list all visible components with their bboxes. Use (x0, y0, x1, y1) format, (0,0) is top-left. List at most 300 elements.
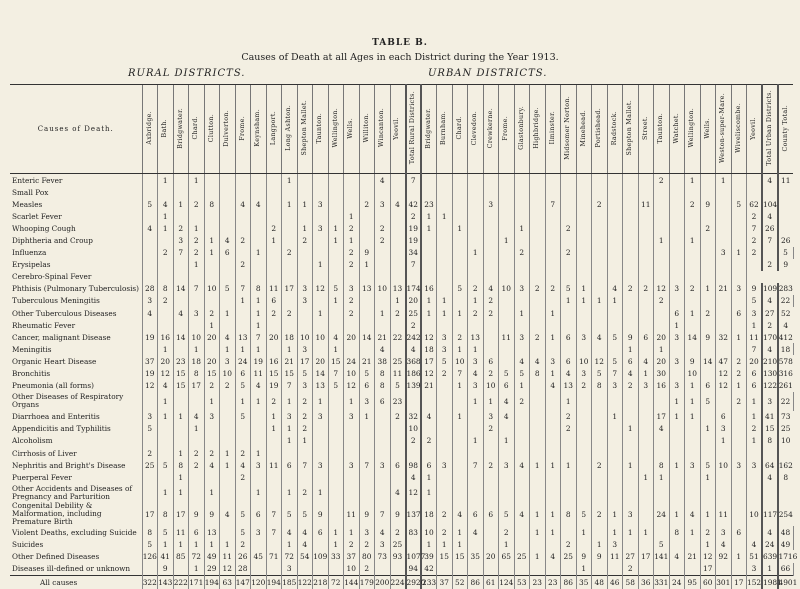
death-count: 4 (545, 550, 561, 562)
death-count (669, 186, 685, 198)
death-count (437, 319, 453, 331)
causes-of-death-table (10, 84, 798, 589)
death-count: 1 (204, 538, 220, 550)
death-count: 2 (173, 222, 189, 234)
death-count: 2 (220, 380, 236, 392)
death-count (251, 234, 267, 246)
death-count: 3 (716, 423, 732, 435)
death-count: 1 (173, 411, 189, 423)
death-count: 1 (700, 423, 716, 435)
cause-name: Scarlet Fever (12, 211, 62, 221)
death-count: 12 (142, 380, 158, 392)
cause-name: Nephritis and Bright's Disease (12, 460, 126, 470)
cause-row (10, 435, 793, 447)
death-count (638, 234, 654, 246)
death-count: 11 (607, 550, 623, 562)
death-count (716, 392, 732, 411)
death-count (561, 210, 577, 222)
death-count (344, 483, 360, 502)
death-count: 1 (173, 483, 189, 502)
district-column-header (592, 85, 608, 174)
district-column-header (452, 85, 468, 174)
death-count (654, 259, 670, 271)
death-count (251, 471, 267, 483)
death-count (266, 563, 282, 576)
death-count: 6 (716, 411, 732, 423)
death-count (266, 259, 282, 271)
death-count (623, 198, 639, 210)
death-count: 109 (313, 551, 328, 561)
death-count: 20 (158, 355, 174, 367)
death-count: 7 (359, 459, 375, 471)
death-count: 8 (762, 435, 778, 447)
death-count (483, 319, 499, 331)
district-name: Wellington. (331, 108, 339, 148)
death-count: 2 (235, 234, 251, 246)
death-count: 20 (654, 355, 670, 367)
death-count: 1 (421, 483, 437, 502)
death-count: 4 (173, 307, 189, 319)
death-count (530, 259, 546, 271)
death-count: 1 (638, 471, 654, 483)
cause-row (10, 234, 793, 246)
death-count (716, 210, 732, 222)
death-count: 18 (421, 502, 437, 526)
death-count: 14 (173, 283, 189, 295)
death-count (623, 319, 639, 331)
district-name: Crewkerne. (486, 107, 494, 149)
death-count (700, 343, 716, 355)
death-count: 4 (762, 295, 778, 307)
death-count: 7 (452, 368, 468, 380)
death-count (437, 483, 453, 502)
death-count (251, 435, 267, 447)
death-count (623, 471, 639, 483)
total-count: 224 (390, 575, 406, 589)
death-count (359, 186, 375, 198)
death-count (607, 423, 623, 435)
cause-name: Other Diseases of Respiratory Organs (12, 392, 124, 410)
district-name: Chard. (192, 116, 200, 140)
death-count (747, 259, 763, 271)
district-column-header (359, 85, 375, 174)
death-count: 49 (778, 538, 794, 550)
death-count: 2 (483, 368, 499, 380)
cause-row (10, 368, 793, 380)
death-count (142, 392, 158, 411)
district-column-header (638, 85, 654, 174)
district-name: Weston-super-Mare. (719, 93, 727, 163)
death-count (328, 247, 344, 259)
total-count: 200 (375, 575, 391, 589)
death-count: 1 (623, 526, 639, 538)
death-count: 24 (235, 355, 251, 367)
death-count: 5 (235, 502, 251, 526)
death-count (204, 295, 220, 307)
death-count (437, 283, 453, 295)
total-count: 35 (576, 575, 592, 589)
death-count: 1 (328, 295, 344, 307)
death-count (142, 271, 158, 283)
death-count: 24 (344, 355, 360, 367)
death-count: 1 (220, 307, 236, 319)
death-count: 15 (437, 550, 453, 562)
cause-name: Diphtheria and Croup (12, 236, 93, 246)
death-count: 15 (266, 368, 282, 380)
death-count: 4 (375, 174, 391, 187)
death-count: 254 (778, 502, 794, 526)
death-count: 94 (406, 563, 422, 576)
cause-row (10, 210, 793, 222)
death-count: 2 (747, 210, 763, 222)
death-count (700, 186, 716, 198)
death-count: 1 (328, 234, 344, 246)
death-count (421, 447, 437, 459)
death-count: 8 (669, 526, 685, 538)
district-name: Ilminster. (548, 111, 556, 145)
table-subtitle: Causes of Death at all Ages in each District during the Year 1913. (241, 52, 559, 63)
death-count: 10 (344, 563, 360, 576)
death-count: 3 (359, 526, 375, 538)
death-count: 1 (545, 502, 561, 526)
death-count: 6 (483, 502, 499, 526)
death-count: 6 (623, 355, 639, 367)
death-count (483, 271, 499, 283)
death-count: 6 (669, 307, 685, 319)
death-count (189, 295, 205, 307)
death-count: 3 (437, 331, 453, 343)
death-count (731, 563, 747, 576)
death-count: 10 (220, 368, 236, 380)
death-count: 2 (158, 295, 174, 307)
death-count: 2 (390, 411, 406, 423)
death-count: 19 (142, 368, 158, 380)
death-count: 5 (576, 502, 592, 526)
death-count: 4 (297, 526, 313, 538)
death-count (561, 447, 577, 459)
death-count (607, 471, 623, 483)
death-count: 109 (763, 284, 778, 294)
death-count: 639 (763, 551, 778, 561)
death-count: 8 (251, 283, 267, 295)
death-count (592, 283, 608, 295)
death-count (654, 307, 670, 319)
district-column-header (762, 85, 778, 174)
death-count (251, 563, 267, 576)
death-count: 10 (189, 331, 205, 343)
death-count (468, 319, 484, 331)
district-column-header (731, 85, 747, 174)
death-count: 2 (437, 502, 453, 526)
death-count: 2 (700, 222, 716, 234)
death-count (406, 271, 422, 283)
death-count (204, 210, 220, 222)
death-count (623, 295, 639, 307)
district-name: Wincanton. (378, 108, 386, 148)
death-count (592, 411, 608, 423)
death-count: 9 (359, 502, 375, 526)
death-count (545, 447, 561, 459)
death-count (545, 174, 561, 187)
death-count (437, 423, 453, 435)
death-count (607, 222, 623, 234)
death-count (592, 210, 608, 222)
death-count (530, 174, 546, 187)
district-column-header (173, 85, 189, 174)
district-name: Wells. (703, 117, 711, 139)
death-count (576, 271, 592, 283)
death-count (452, 259, 468, 271)
death-count: 1 (499, 234, 515, 246)
death-count: 6 (700, 380, 716, 392)
death-count: 27 (623, 550, 639, 562)
death-count (313, 174, 329, 187)
district-column-header (561, 85, 577, 174)
death-count: 47 (716, 355, 732, 367)
death-count: 1 (669, 411, 685, 423)
death-count: 261 (778, 381, 793, 391)
death-count: 10 (313, 331, 329, 343)
district-column-header (700, 85, 716, 174)
death-count: 139 (406, 381, 421, 391)
cause-name: Erysipelas (12, 260, 51, 270)
death-count (266, 271, 282, 283)
death-count: 15 (328, 355, 344, 367)
death-count (204, 435, 220, 447)
death-count: 174 (406, 284, 421, 294)
death-count: 4 (530, 355, 546, 367)
death-count (468, 471, 484, 483)
death-count (220, 471, 236, 483)
death-count (561, 271, 577, 283)
death-count: 3 (282, 563, 298, 576)
death-count (390, 210, 406, 222)
death-count (483, 471, 499, 483)
district-name: Long Ashton. (285, 105, 293, 151)
death-count (297, 247, 313, 259)
death-count: 4 (669, 550, 685, 562)
death-count (499, 198, 515, 210)
death-count: 5 (359, 368, 375, 380)
death-count: 4 (514, 459, 530, 471)
death-count (716, 295, 732, 307)
death-count: 39 (421, 550, 437, 562)
death-count: 4 (483, 283, 499, 295)
death-count (607, 174, 623, 187)
death-count: 6 (313, 526, 329, 538)
death-count (390, 319, 406, 331)
death-count: 6 (561, 355, 577, 367)
death-count: 18 (421, 343, 437, 355)
death-count: 5 (731, 198, 747, 210)
death-count (390, 271, 406, 283)
death-count: 12 (344, 380, 360, 392)
death-count (700, 247, 716, 259)
death-count: 1 (282, 483, 298, 502)
death-count (669, 343, 685, 355)
death-count (514, 411, 530, 423)
death-count: 11 (220, 550, 236, 562)
death-count (545, 423, 561, 435)
death-count (638, 343, 654, 355)
death-count: 12 (716, 380, 732, 392)
death-count: 4 (468, 526, 484, 538)
death-count (700, 368, 716, 380)
death-count: 1 (685, 380, 701, 392)
district-column-header (654, 85, 670, 174)
district-column-header (204, 85, 220, 174)
death-count (514, 234, 530, 246)
death-count: 11 (638, 198, 654, 210)
death-count (530, 271, 546, 283)
death-count (716, 563, 732, 576)
death-count (344, 343, 360, 355)
death-count (158, 423, 174, 435)
death-count (499, 271, 515, 283)
cause-name: Cerebro-Spinal Fever (12, 272, 92, 282)
death-count: 2 (576, 380, 592, 392)
death-count (359, 210, 375, 222)
total-count: 86 (561, 575, 577, 589)
death-count (545, 234, 561, 246)
death-count: 7 (375, 502, 391, 526)
death-count (437, 234, 453, 246)
cause-row (10, 307, 793, 319)
death-count: 3 (359, 392, 375, 411)
death-count (530, 392, 546, 411)
death-count: 6 (390, 459, 406, 471)
death-count: 35 (468, 550, 484, 562)
death-count (328, 563, 344, 576)
death-count (452, 210, 468, 222)
death-count (390, 186, 406, 198)
death-count: 15 (204, 368, 220, 380)
death-count (313, 563, 329, 576)
death-count (437, 186, 453, 198)
death-count (173, 259, 189, 271)
death-count: 1 (251, 343, 267, 355)
death-count (545, 222, 561, 234)
death-count: 3 (297, 343, 313, 355)
death-count: 4 (406, 343, 422, 355)
death-count (731, 295, 747, 307)
death-count: 4 (390, 198, 406, 210)
death-count: 64 (762, 459, 778, 471)
death-count: 3 (313, 459, 329, 471)
death-count: 4 (762, 471, 778, 483)
total-count: 52 (452, 575, 468, 589)
death-count: 1 (669, 319, 685, 331)
death-count: 6 (266, 295, 282, 307)
death-count: 1 (437, 538, 453, 550)
death-count (251, 222, 267, 234)
death-count (762, 247, 778, 259)
death-count (282, 471, 298, 483)
district-column-header (514, 85, 530, 174)
death-count: 2 (623, 380, 639, 392)
death-count: 1 (607, 526, 623, 538)
death-count: 412 (778, 332, 793, 342)
death-count: 1 (313, 259, 329, 271)
death-count: 2 (561, 247, 577, 259)
total-count: 143 (158, 575, 174, 589)
death-count: 2 (235, 471, 251, 483)
death-count: 2 (359, 563, 375, 576)
death-count: 20 (483, 550, 499, 562)
death-count: 10 (297, 331, 313, 343)
death-count: 3 (282, 411, 298, 423)
death-count: 1 (251, 295, 267, 307)
death-count: 2 (747, 247, 763, 259)
death-count (607, 271, 623, 283)
death-count: 3 (731, 283, 747, 295)
death-count (468, 538, 484, 550)
death-count: 4 (282, 526, 298, 538)
death-count (576, 259, 592, 271)
death-count (731, 210, 747, 222)
death-count (514, 538, 530, 550)
death-count: 2 (344, 295, 360, 307)
total-count: 171 (189, 575, 205, 589)
death-count: 17 (282, 283, 298, 295)
death-count (297, 259, 313, 271)
death-count (654, 198, 670, 210)
death-count: 29 (204, 563, 220, 576)
death-count: 1 (173, 447, 189, 459)
death-count: 1 (204, 392, 220, 411)
death-count: 3 (173, 234, 189, 246)
total-count: 23 (545, 575, 561, 589)
cause-name: Cirrhosis of Liver (12, 448, 77, 458)
death-count (189, 435, 205, 447)
death-count: 3 (344, 459, 360, 471)
death-count (731, 538, 747, 550)
cause-name: Appendicitis and Typhilitis (12, 424, 111, 434)
death-count: 9 (204, 502, 220, 526)
death-count: 8 (204, 198, 220, 210)
death-count: 1 (514, 380, 530, 392)
death-count (638, 538, 654, 550)
death-count: 5 (607, 355, 623, 367)
death-count: 1 (158, 210, 174, 222)
death-count (545, 471, 561, 483)
death-count (328, 423, 344, 435)
death-count (499, 563, 515, 576)
death-count: 5 (142, 198, 158, 210)
death-count (390, 435, 406, 447)
death-count: 10 (421, 526, 437, 538)
death-count (282, 447, 298, 459)
death-count (328, 447, 344, 459)
death-count: 1 (251, 319, 267, 331)
death-count: 3 (437, 459, 453, 471)
death-count: 13 (390, 283, 406, 295)
death-count: 4 (514, 355, 530, 367)
death-count (731, 174, 747, 187)
death-count (700, 319, 716, 331)
death-count: 17 (173, 502, 189, 526)
cause-name: Organic Heart Disease (12, 356, 97, 366)
death-count (685, 210, 701, 222)
death-count (251, 411, 267, 423)
death-count (530, 222, 546, 234)
death-count: 2 (530, 331, 546, 343)
cause-row (10, 538, 793, 550)
death-count: 1 (700, 283, 716, 295)
total-count: 46 (607, 575, 623, 589)
total-count: 86 (468, 575, 484, 589)
death-count (561, 307, 577, 319)
